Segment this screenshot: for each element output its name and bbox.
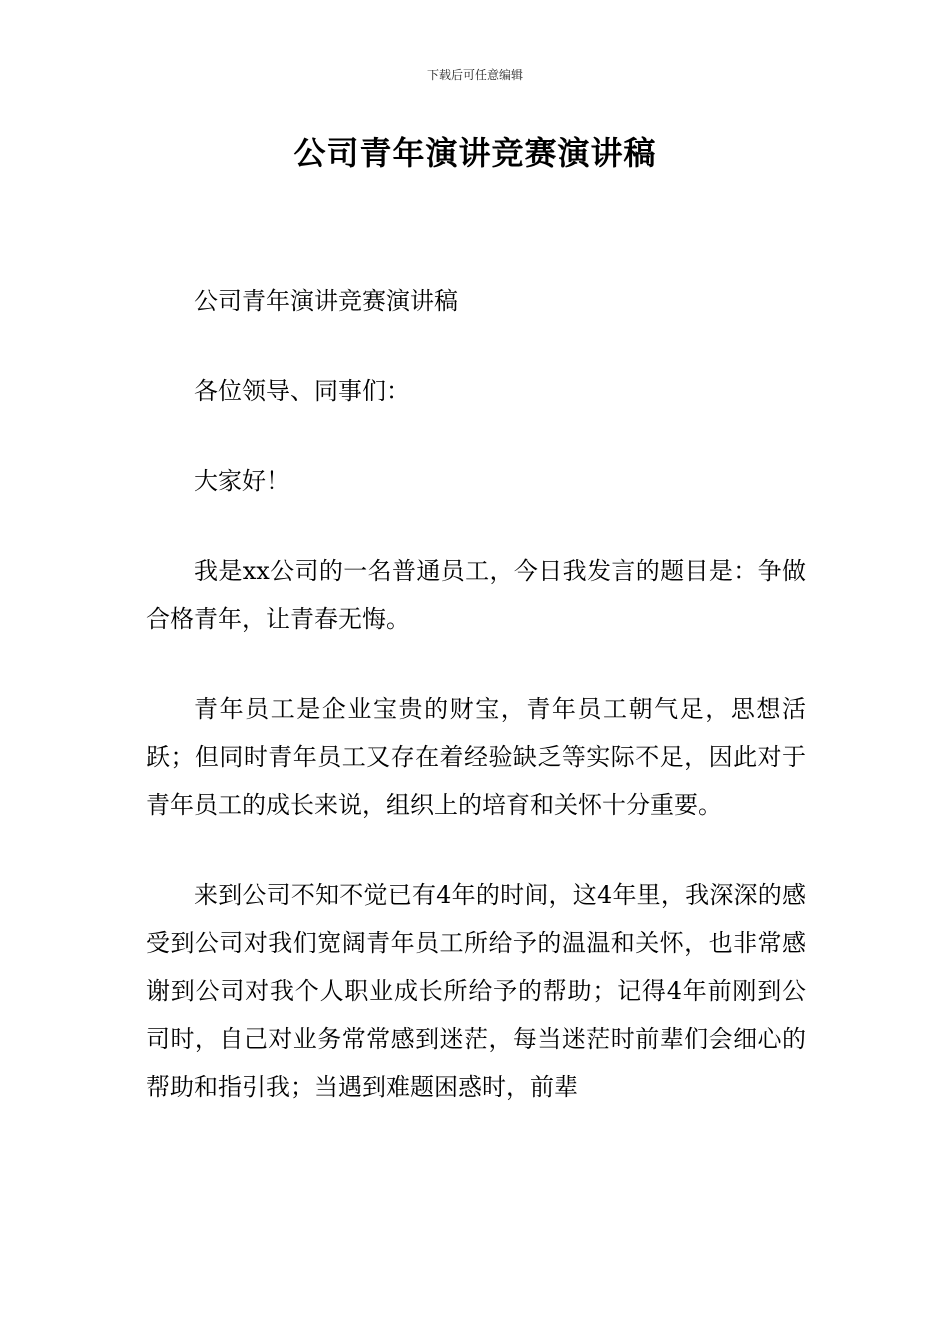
paragraph-introduction: 我是xx公司的一名普通员工，今日我发言的题目是：争做合格青年，让青春无悔。: [146, 557, 806, 633]
paragraph-body-2: 来到公司不知不觉已有4年的时间，这4年里，我深深的感受到公司对我们宽阔青年员工所给予的温温和关怀，也非常感谢到公司对我个人职业成长所给予的帮助；记得4年前刚到公司时，自己对业务常常感到迷茫，每当迷茫时前辈们会细心的帮助和指引我；当遇到难题困惑时，前辈: [146, 881, 806, 1101]
header-note: 下载后可任意编辑: [426, 68, 523, 82]
document-title: 公司青年演讲竞赛演讲稿: [293, 134, 657, 172]
paragraph-subtitle: 公司青年演讲竞赛演讲稿: [194, 287, 458, 315]
paragraph-salutation: 各位领导、同事们：: [194, 377, 410, 405]
paragraph-greeting: 大家好！: [194, 467, 290, 495]
paragraph-body-1: 青年员工是企业宝贵的财宝，青年员工朝气足，思想活跃；但同时青年员工又存在着经验缺乏等实际不足，因此对于青年员工的成长来说，组织上的培育和关怀十分重要。: [146, 695, 806, 819]
document-body: [146, 277, 806, 1111]
